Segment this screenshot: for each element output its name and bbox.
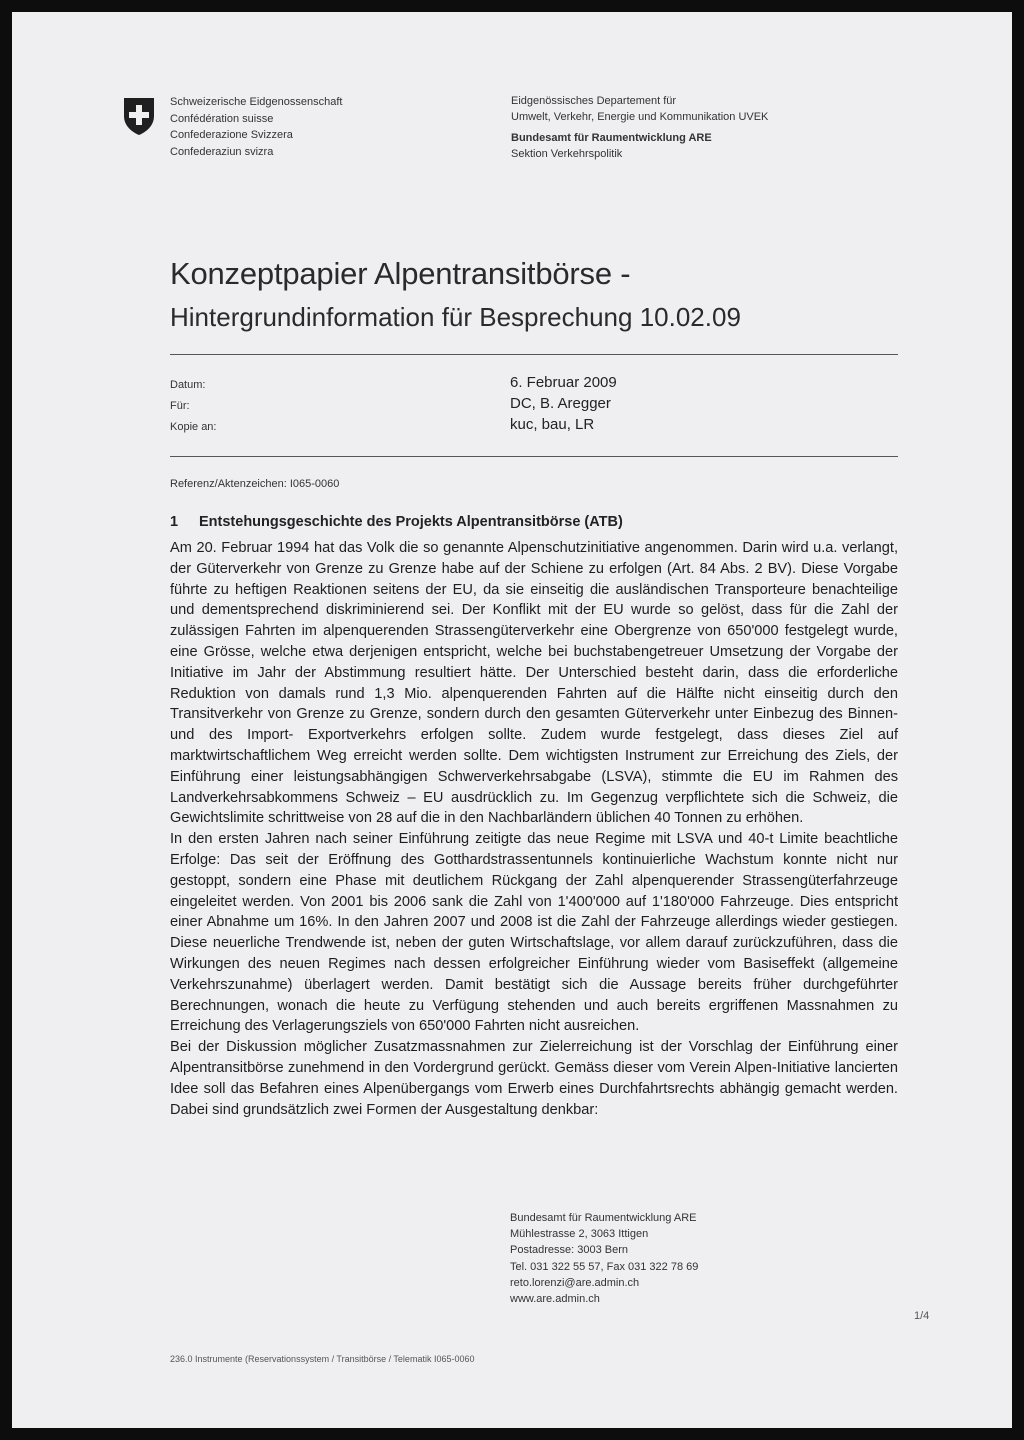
address-block	[510, 1210, 698, 1307]
paragraph-2: In den ersten Jahren nach seiner Einführung zeitigte das neue Regime mit LSVA und 40-t Limite beachtliche Erfolge: Das seit der Eröffnung des Gotthardstrassentunnels kontinuierliche Wachstum konnte nicht nur gestoppt, sondern eine Phase mit deutlichem Rückgang der Zahl alpenquerender Strassengüterfahrzeuge eingeleitet werden. Von 2001 bis 2006 sank die Zahl von 1'400'000 auf 1'180'000 Fahrzeuge. Dies entspricht einer Abnahme um 16%. In den Jahren 2007 und 2008 ist die Zahl der Fahrzeuge allerdings wieder gestiegen. Diese neuerliche Trendwende ist, neben der guten Wirtschaftslage, vor allem darauf zurückzuführen, dass die Wirkungen des neuen Regimes nach dessen erfolgreicher Einführung wieder vom Basiseffekt (allgemeine Verkehrszunahme) überlagert werden. Damit bestätigt sich die Aussage bereits früher durchgeführter Berechnungen, wonach die heute zu Verfügung stehenden und auch bereits ergriffenen Massnahmen zu Erreichung des Verlagerungsziels von 650'000 Fahrten nicht ausreichen.	[170, 831, 898, 1035]
federation-names	[170, 94, 342, 160]
office-name: Bundesamt für Raumentwicklung ARE	[511, 132, 712, 144]
federation-line-de: Schweizerische Eidgenossenschaft	[170, 96, 343, 108]
body-text	[170, 538, 898, 1120]
federation-line-fr: Confédération suisse	[170, 112, 274, 125]
meta-value-date: 6. Februar 2009	[510, 374, 617, 391]
address-phone: Tel. 031 322 55 57, Fax 031 322 78 69	[510, 1260, 699, 1273]
section-title: Entstehungsgeschichte des Projekts Alpentransitbörse (ATB)	[199, 514, 623, 530]
paragraph-1: Am 20. Februar 1994 hat das Volk die so genannte Alpenschutzinitiative angenommen. Darin wird u.a. verlangt, der Güterverkehr von Grenze zu Grenze habe auf der Schiene zu erfolgen (Art. 84 Abs. 2 BV). Diese Vorgabe führte zu heftigen Reaktionen seitens der EU, da sie einseitig die ausländischen Transporteure benachteilige und dementsprechend diskriminierend sei. Der Konflikt mit der EU wurde so gelöst, dass für die Zahl der zulässigen Fahrten im alpenquerenden Strassengüterverkehr eine Obergrenze von 650'000 festgelegt wurde, eine Grösse, welche etwa derjenigen entspricht, welche bei buchstabengetreuer Umsetzung der Vorgabe der Initiative im Jahr der Abstimmung resultiert hätte. Der Unterschied besteht darin, dass die erforderliche Reduktion von damals rund 1,3 Mio. alpenquerenden Fahrten auf die Hälfte nicht einseitig durch den Transitverkehr von Grenze zu Grenze, sondern durch den gesamten Güterverkehr unter Einbezug des Binnen- und des Import- Exportverkehrs erfolgen sollte. Zudem wurde festgelegt, dass dieses Ziel auf marktwirtschaftlichem Weg erreicht werden sollte. Dem wichtigsten Instrument zur Erreichung des Ziels, der Einführung einer leistungsabhängigen Schwerverkehrsabgabe (LSVA), stimmte die EU im Rahmen des Landverkehrsabkommens Schweiz – EU ausdrücklich zu. Im Gegenzug verpflichtete sich die Schweiz, die Gewichtslimite schrittweise von 28 auf die in den Nachbarländern üblichen 40 Tonnen zu erhöhen.	[170, 540, 898, 827]
reference-number: Referenz/Aktenzeichen: I065-0060	[170, 478, 340, 490]
department-block	[511, 94, 768, 162]
meta-label-copy: Kopie an:	[170, 421, 217, 433]
meta-label-date: Datum:	[170, 379, 206, 391]
section-heading	[170, 514, 623, 530]
department-line-1: Eidgenössisches Departement für	[511, 95, 677, 107]
divider-top	[170, 354, 898, 355]
section-number: 1	[170, 514, 179, 530]
address-office: Bundesamt für Raumentwicklung ARE	[510, 1212, 697, 1224]
footer-path: 236.0 Instrumente (Reservationssystem / Transitbörse / Telematik I065-0060	[170, 1354, 475, 1364]
page-number: 1/4	[914, 1310, 930, 1322]
swiss-crest-icon	[122, 96, 156, 136]
document-subtitle: Hintergrundinformation für Besprechung 10.02.09	[170, 302, 741, 332]
federation-line-rm: Confederaziun svizra	[170, 145, 274, 158]
section-name: Sektion Verkehrspolitik	[511, 147, 623, 160]
address-postal: Postadresse: 3003 Bern	[510, 1244, 629, 1257]
address-street: Mühlestrasse 2, 3063 Ittigen	[510, 1228, 649, 1241]
document-page	[12, 12, 1012, 1428]
address-website[interactable]: www.are.admin.ch	[510, 1293, 600, 1306]
meta-value-copy: kuc, bau, LR	[510, 416, 595, 433]
meta-label-for: Für:	[170, 400, 190, 412]
paragraph-3: Bei der Diskussion möglicher Zusatzmassnahmen zur Zielerreichung ist der Vorschlag der Einführung einer Alpentransitbörse zunehmend in den Vordergrund gerückt. Gemäss dieser vom Verein Alpen-Initiative lancierten Idee soll das Befahren eines Alpenübergangs vom Erwerb eines Durchfahrtsrechts abhängig gemacht werden. Dabei sind grundsätzlich zwei Formen der Ausgestaltung denkbar:	[170, 1039, 898, 1118]
address-email[interactable]: reto.lorenzi@are.admin.ch	[510, 1276, 640, 1289]
federation-line-it: Confederazione Svizzera	[170, 129, 293, 141]
document-title: Konzeptpapier Alpentransitbörse -	[170, 256, 631, 291]
meta-value-for: DC, B. Aregger	[510, 395, 611, 412]
divider-bottom	[170, 456, 898, 457]
department-line-2: Umwelt, Verkehr, Energie und Kommunikation UVEK	[511, 110, 769, 123]
